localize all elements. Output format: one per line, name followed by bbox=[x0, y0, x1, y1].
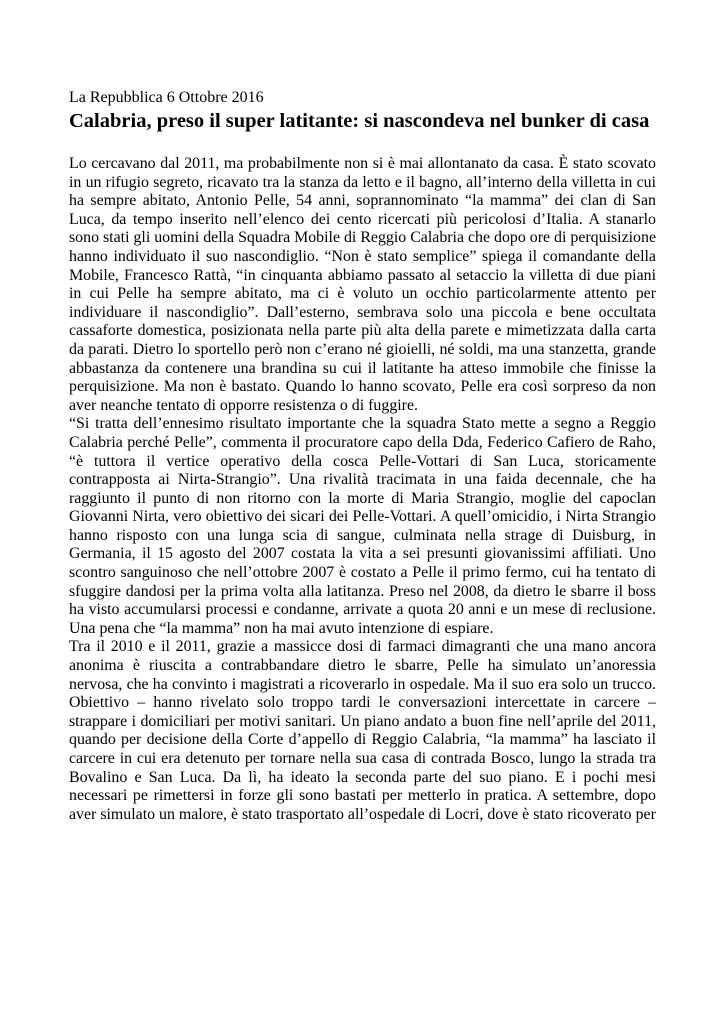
article-source-date: La Repubblica 6 Ottobre 2016 bbox=[69, 89, 264, 106]
article-paragraph-3: Tra il 2010 e il 2011, grazie a massicce dosi di farmaci dimagranti che una mano ancora anonima è riuscita a contrabbandare dietro le sbarre, Pelle ha simulato un’anoressia nervosa, che ha convinto i magistrati a ricoverarlo in ospedale. Ma il suo era solo un trucco. Obiettivo – hanno rivelato solo troppo tardi le conversazioni intercettate in carcere – strappare i domiciliari per motivi sanitari. Un piano andato a buon fine nell’aprile del 2011, quando per decisione della Corte d’appello di Reggio Calabria, “la mamma” ha lasciato il carcere in cui era detenuto per tornare nella sua casa di contrada Bosco, lungo la strada tra Bovalino e San Luca. Da lì, ha ideato la seconda parte del suo piano. E i pochi mesi necessari pe rimettersi in forze gli sono bastati per metterlo in pratica. A settembre, dopo aver simulato un malore, è stato trasportato all’ospedale di Locri, dove è stato ricoverato per bbox=[69, 638, 656, 823]
article-body bbox=[69, 155, 656, 824]
article-headline: Calabria, preso il super latitante: si nascondeva nel bunker di casa bbox=[69, 110, 650, 132]
article-paragraph-1: Lo cercavano dal 2011, ma probabilmente non si è mai allontanato da casa. È stato scovato in un rifugio segreto, ricavato tra la stanza da letto e il bagno, all’interno della villetta in cui ha sempre abitato, Antonio Pelle, 54 anni, soprannominato “la mamma” dei clan di San Luca, da tempo inserito nell’elenco dei cento ricercati più pericolosi d’Italia. A stanarlo sono stati gli uomini della Squadra Mobile di Reggio Calabria che dopo ore di perquisizione hanno individuato il suo nascondiglio. “Non è stato semplice” spiega il comandante della Mobile, Francesco Rattà, “in cinquanta abbiamo passato al setaccio la villetta di due piani in cui Pelle ha sempre abitato, ma ci è voluto un occhio particolarmente attento per individuare il nascondiglio”. Dall’esterno, sembrava solo una piccola e bene occultata cassaforte domestica, posizionata nella parte più alta della parete e mimetizzata dalla carta da parati. Dietro lo sportello però non c’erano né gioielli, né soldi, ma una stanzetta, grande abbastanza da contenere una brandina su cui il latitante ha atteso immobile che finisse la perquisizione. Ma non è bastato. Quando lo hanno scovato, Pelle era così sorpreso da non aver neanche tentato di opporre resistenza o di fuggire. bbox=[69, 155, 656, 414]
article-paragraph-2: “Si tratta dell’ennesimo risultato importante che la squadra Stato mette a segno a Reggio Calabria perché Pelle”, commenta il procuratore capo della Dda, Federico Cafiero de Raho, “è tuttora il vertice operativo della cosca Pelle-Vottari di San Luca, storicamente contrapposta ai Nirta-Strangio”. Una rivalità tracimata in una faida decennale, che ha raggiunto il punto di non ritorno con la morte di Maria Strangio, moglie del capoclan Giovanni Nirta, vero obiettivo dei sicari dei Pelle-Vottari. A quell’omicidio, i Nirta Strangio hanno risposto con una lunga scia di sangue, culminata nella strage di Duisburg, in Germania, il 15 agosto del 2007 costata la vita a sei presunti giovanissimi affiliati. Uno scontro sanguinoso che nell’ottobre 2007 è costato a Pelle il primo fermo, cui ha tentato di sfuggire dandosi per la prima volta alla latitanza. Preso nel 2008, da dietro le sbarre il boss ha visto accumularsi processi e condanne, arrivate a quota 20 anni e un mese di reclusione. Una pena che “la mamma” non ha mai avuto intenzione di espiare. bbox=[69, 415, 656, 637]
article-page bbox=[69, 88, 656, 824]
